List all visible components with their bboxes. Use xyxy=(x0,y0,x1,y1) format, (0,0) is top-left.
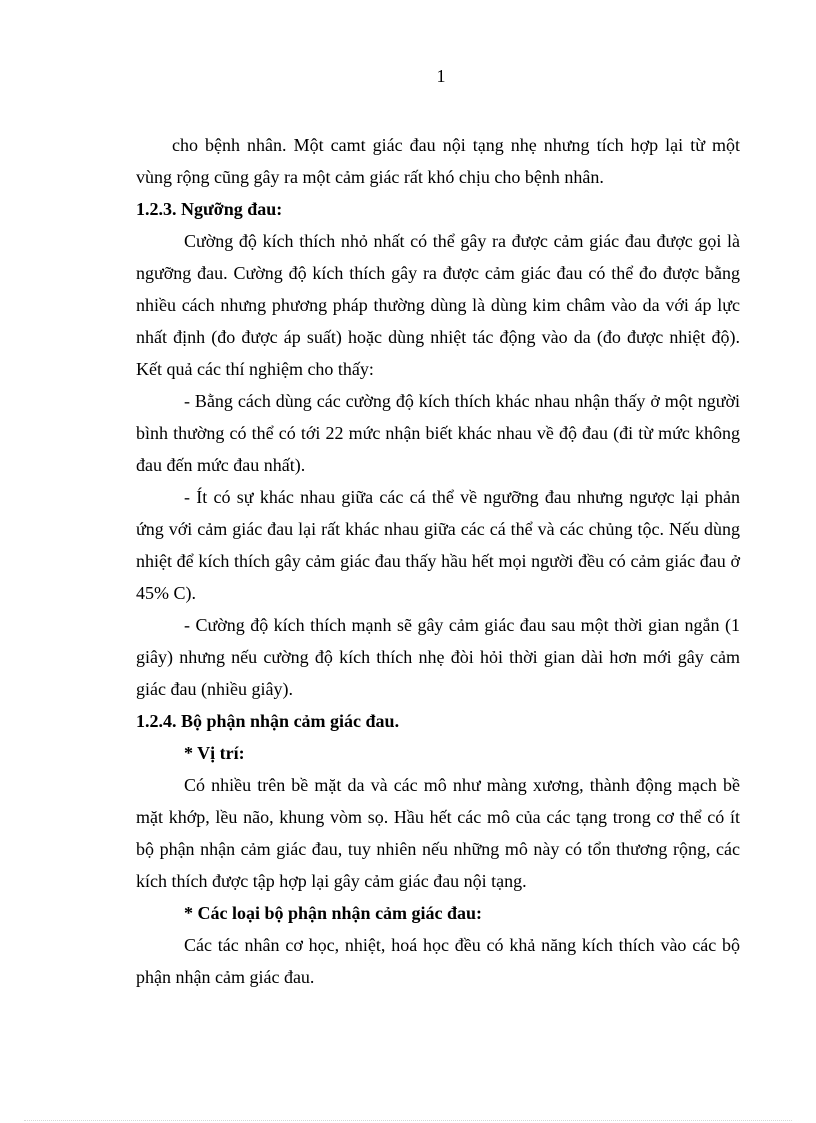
page-bottom-divider xyxy=(24,1120,792,1121)
subheading-location: * Vị trí: xyxy=(184,743,245,763)
section-heading-pain-threshold: 1.2.3. Ngưỡng đau: xyxy=(136,199,283,219)
paragraph-intro: cho bệnh nhân. Một camt giác đau nội tạng nhẹ nhưng tích hợp lại từ một vùng rộng cũng gây ra một cảm giác rất khó chịu cho bệnh nhân. xyxy=(136,135,740,187)
paragraph-bullet-individual: - Ít có sự khác nhau giữa các cá thể về ngưỡng đau nhưng ngược lại phản ứng với cảm giác đau lại rất khác nhau giữa các cá thể và các chủng tộc. Nếu dùng nhiệt để kích thích gây cảm giác đau thấy hầu hết mọi người đều có cảm giác đau ở 45% C). xyxy=(136,487,740,603)
paragraph-bullet-levels: - Bằng cách dùng các cường độ kích thích khác nhau nhận thấy ở một người bình thường có thể có tới 22 mức nhận biết khác nhau về độ đau (đi từ mức không đau đến mức đau nhất). xyxy=(136,391,740,475)
paragraph-location: Có nhiều trên bề mặt da và các mô như màng xương, thành động mạch bề mặt khớp, lều não, khung vòm sọ. Hầu hết các mô của các tạng trong cơ thể có ít bộ phận nhận cảm giác đau, tuy nhiên nếu những mô này có tổn thương rộng, các kích thích được tập hợp lại gây cảm giác đau nội tạng. xyxy=(136,775,740,891)
paragraph-threshold-definition: Cường độ kích thích nhỏ nhất có thể gây ra được cảm giác đau được gọi là ngưỡng đau. Cường độ kích thích gây ra được cảm giác đau có thể đo được bằng nhiều cách nhưng phương pháp thường dùng là dùng kim châm vào da với áp lực nhất định (đo được áp suất) hoặc dùng nhiệt tác động vào da (đo được nhiệt độ). Kết quả các thí nghiệm cho thấy: xyxy=(136,231,740,379)
subheading-receptor-types: * Các loại bộ phận nhận cảm giác đau: xyxy=(184,903,483,923)
page-number: 1 xyxy=(436,66,446,86)
paragraph-receptor-types: Các tác nhân cơ học, nhiệt, hoá học đều có khả năng kích thích vào các bộ phận nhận cảm giác đau. xyxy=(136,935,740,987)
document-body xyxy=(136,129,740,993)
paragraph-bullet-intensity: - Cường độ kích thích mạnh sẽ gây cảm giác đau sau một thời gian ngắn (1 giây) nhưng nếu cường độ kích thích nhẹ đòi hỏi thời gian dài hơn mới gây cảm giác đau (nhiều giây). xyxy=(136,615,740,699)
section-heading-pain-receptors: 1.2.4. Bộ phận nhận cảm giác đau. xyxy=(136,711,400,731)
